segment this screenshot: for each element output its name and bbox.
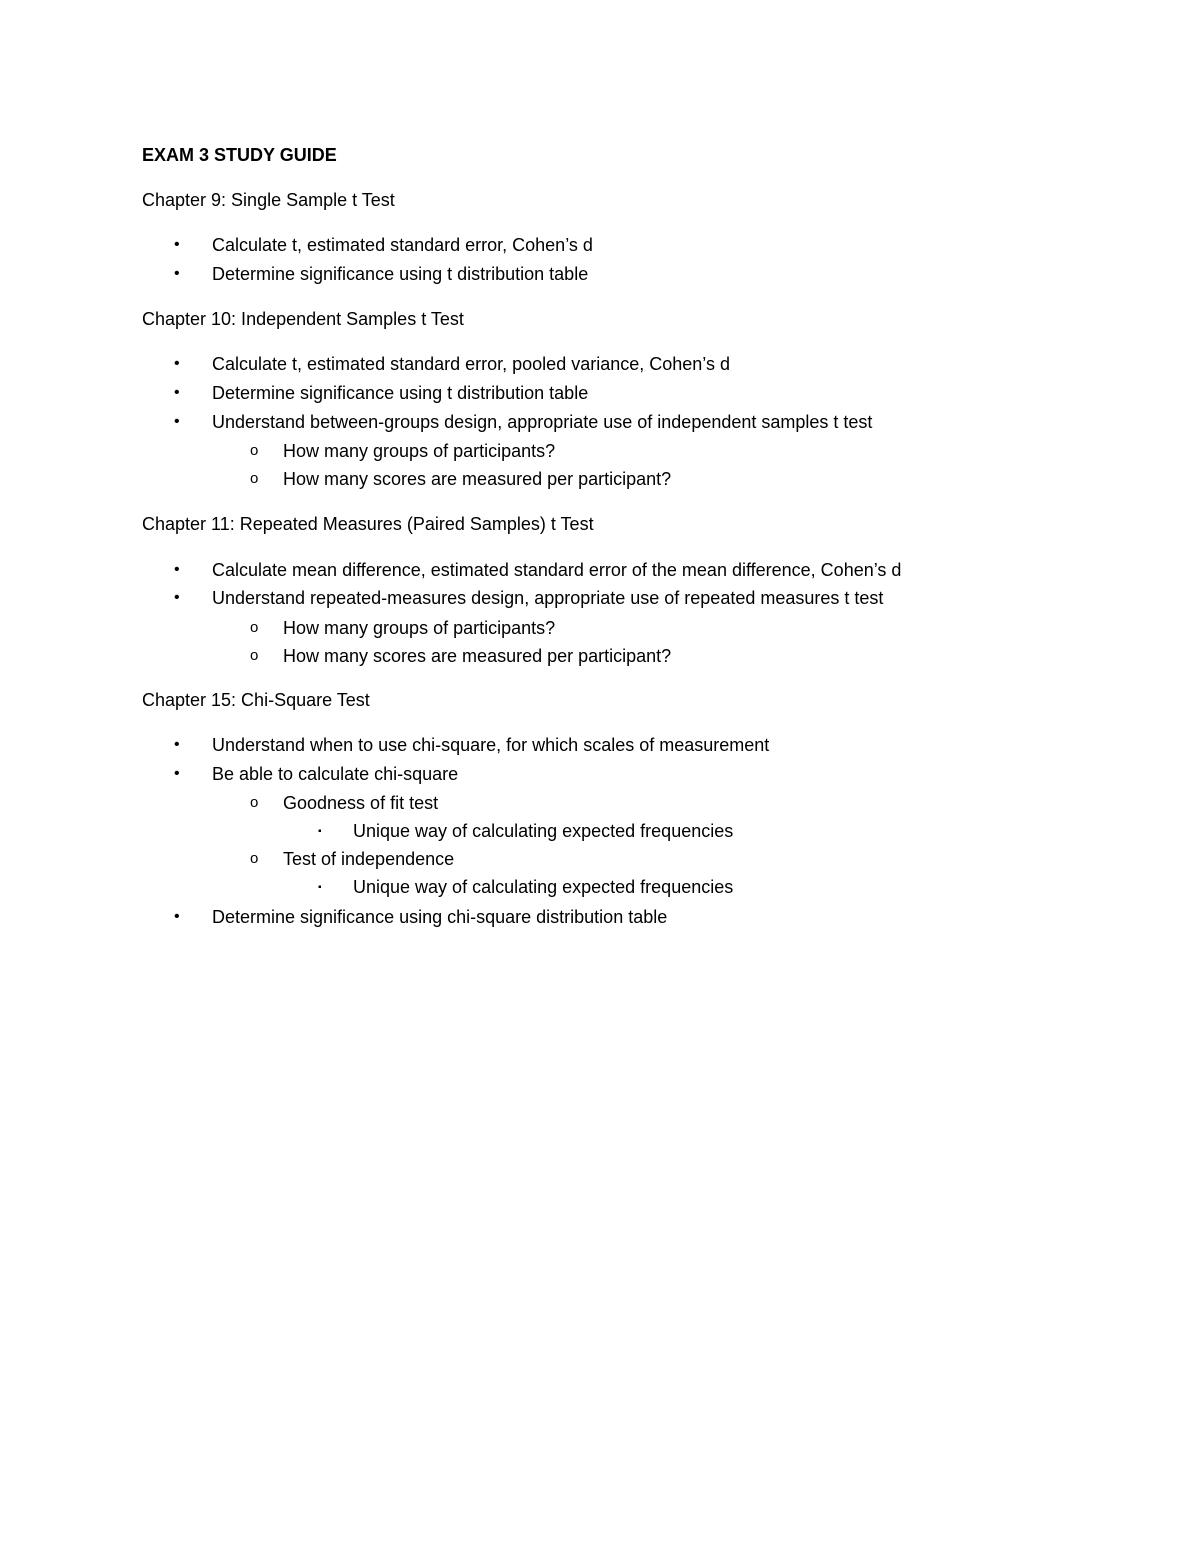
bullet-icon: • <box>174 265 180 282</box>
bullet-icon: • <box>174 736 180 753</box>
circle-bullet-icon: o <box>250 442 259 459</box>
list-item: Calculate t, estimated standard error, Cohen’s d <box>212 235 593 255</box>
sub-sub-list-item: Unique way of calculating expected frequencies <box>353 821 734 841</box>
list-item: Determine significance using t distribution table <box>212 383 589 403</box>
circle-bullet-icon: o <box>250 619 259 636</box>
circle-bullet-icon: o <box>250 794 259 811</box>
circle-bullet-icon: o <box>250 647 259 664</box>
square-bullet-icon: ▪ <box>318 882 322 893</box>
chapter-15-heading: Chapter 15: Chi-Square Test <box>142 690 370 710</box>
sub-list-item: How many groups of participants? <box>283 441 556 461</box>
bullet-icon: • <box>174 384 180 401</box>
sub-list-item: How many groups of participants? <box>283 618 556 638</box>
sub-list-item: Goodness of fit test <box>283 793 439 813</box>
list-item: Calculate mean difference, estimated standard error of the mean difference, Cohen’s d <box>212 560 902 580</box>
list-item: Calculate t, estimated standard error, pooled variance, Cohen’s d <box>212 354 730 374</box>
circle-bullet-icon: o <box>250 850 259 867</box>
sub-list-item: Test of independence <box>283 849 455 869</box>
bullet-icon: • <box>174 908 180 925</box>
list-item: Determine significance using chi-square distribution table <box>212 907 668 927</box>
bullet-icon: • <box>174 413 180 430</box>
circle-bullet-icon: o <box>250 470 259 487</box>
sub-sub-list-item: Unique way of calculating expected frequencies <box>353 877 734 897</box>
bullet-icon: • <box>174 765 180 782</box>
list-item: Understand between-groups design, appropriate use of independent samples t test <box>212 412 873 432</box>
list-item: Be able to calculate chi-square <box>212 764 459 784</box>
sub-list-item: How many scores are measured per participant? <box>283 469 672 489</box>
chapter-9-heading: Chapter 9: Single Sample t Test <box>142 190 395 210</box>
list-item: Understand repeated-measures design, appropriate use of repeated measures t test <box>212 588 884 608</box>
square-bullet-icon: ▪ <box>318 826 322 837</box>
bullet-icon: • <box>174 236 180 253</box>
chapter-11-heading: Chapter 11: Repeated Measures (Paired Samples) t Test <box>142 514 594 534</box>
list-item: Understand when to use chi-square, for which scales of measurement <box>212 735 770 755</box>
bullet-icon: • <box>174 355 180 372</box>
document-title: EXAM 3 STUDY GUIDE <box>142 145 337 165</box>
list-item: Determine significance using t distribution table <box>212 264 589 284</box>
bullet-icon: • <box>174 561 180 578</box>
sub-list-item: How many scores are measured per participant? <box>283 646 672 666</box>
bullet-icon: • <box>174 589 180 606</box>
chapter-10-heading: Chapter 10: Independent Samples t Test <box>142 309 464 329</box>
